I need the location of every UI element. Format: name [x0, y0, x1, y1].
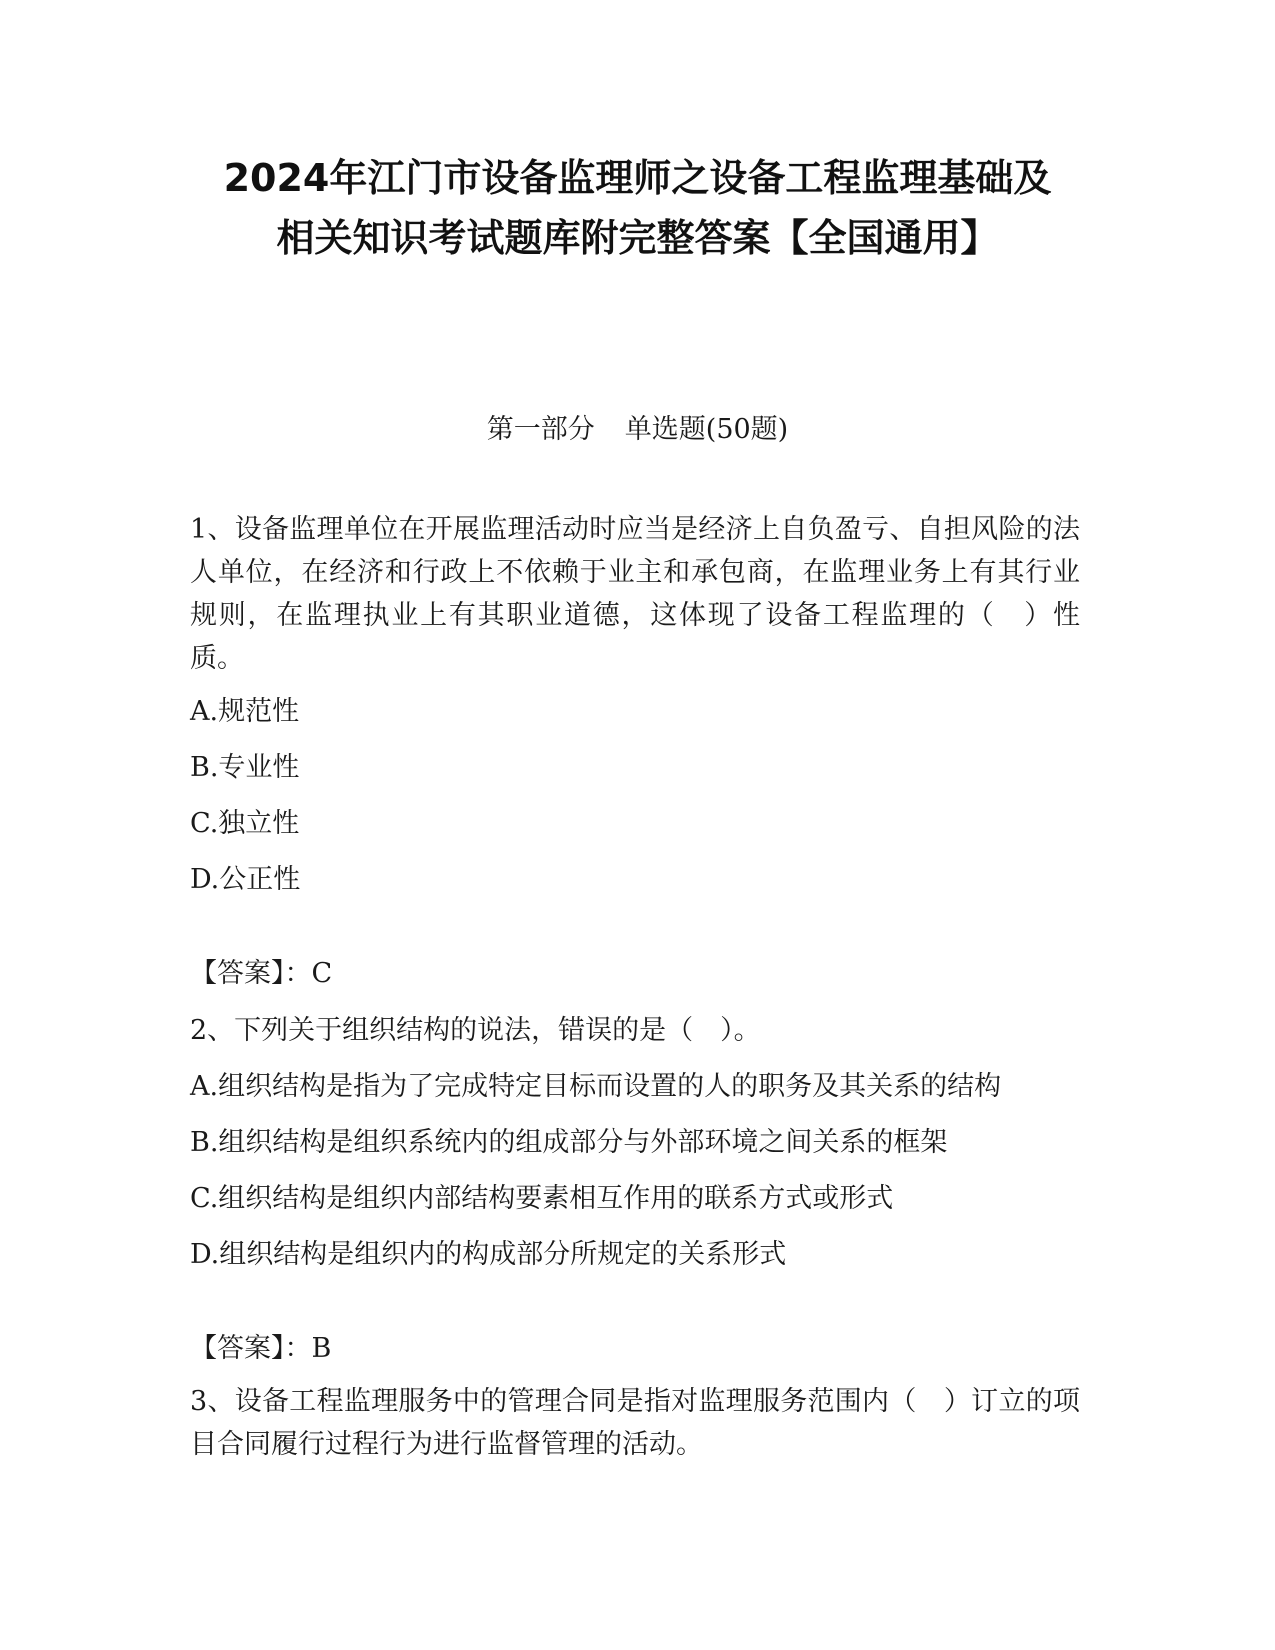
- question-2-option-c: C.组织结构是组织内部结构要素相互作用的联系方式或形式: [190, 1183, 894, 1214]
- question-1-option-a: A.规范性: [190, 696, 300, 727]
- question-1-option-b: B.专业性: [190, 752, 300, 783]
- answer-label: 【答案】：: [190, 1333, 312, 1364]
- question-1-stem: 1、设备监理单位在开展监理活动时应当是经济上自负盈亏、自担风险的法人单位，在经济和行政上不依赖于业主和承包商，在监理业务上有其行业规则，在监理执业上有其职业道德，这体现了设备工程监理的（ ）性质。: [190, 514, 1080, 674]
- question-1-answer: [190, 956, 1080, 992]
- section-part: 第一部分: [486, 414, 595, 445]
- document-title: [150, 148, 1125, 268]
- question-list: [190, 508, 1080, 1466]
- answer-label: 【答案】：: [190, 958, 312, 989]
- question-2-stem: 2、下列关于组织结构的说法，错误的是（ ）。: [190, 1015, 761, 1046]
- question-3-stem: 3、设备工程监理服务中的管理合同是指对监理服务范围内（ ）订立的项目合同履行过程行为进行监督管理的活动。: [190, 1386, 1080, 1460]
- question-1-option-c: C.独立性: [190, 808, 300, 839]
- answer-value: C: [311, 958, 333, 989]
- answer-value: B: [311, 1333, 332, 1364]
- question-2-answer: [190, 1331, 1080, 1367]
- section-heading: [0, 412, 1275, 448]
- question-2-option-a: A.组织结构是指为了完成特定目标而设置的人的职务及其关系的结构: [190, 1071, 1002, 1102]
- question-2-option-b: B.组织结构是组织系统内的组成部分与外部环境之间关系的框架: [190, 1127, 948, 1158]
- title-line-2: 相关知识考试题库附完整答案【全国通用】: [276, 216, 999, 260]
- question-2-option-d: D.组织结构是组织内的构成部分所规定的关系形式: [190, 1239, 787, 1270]
- section-name: 单选题(50题): [624, 414, 789, 445]
- title-line-1: 2024年江门市设备监理师之设备工程监理基础及: [223, 156, 1052, 200]
- question-1-option-d: D.公正性: [190, 864, 301, 895]
